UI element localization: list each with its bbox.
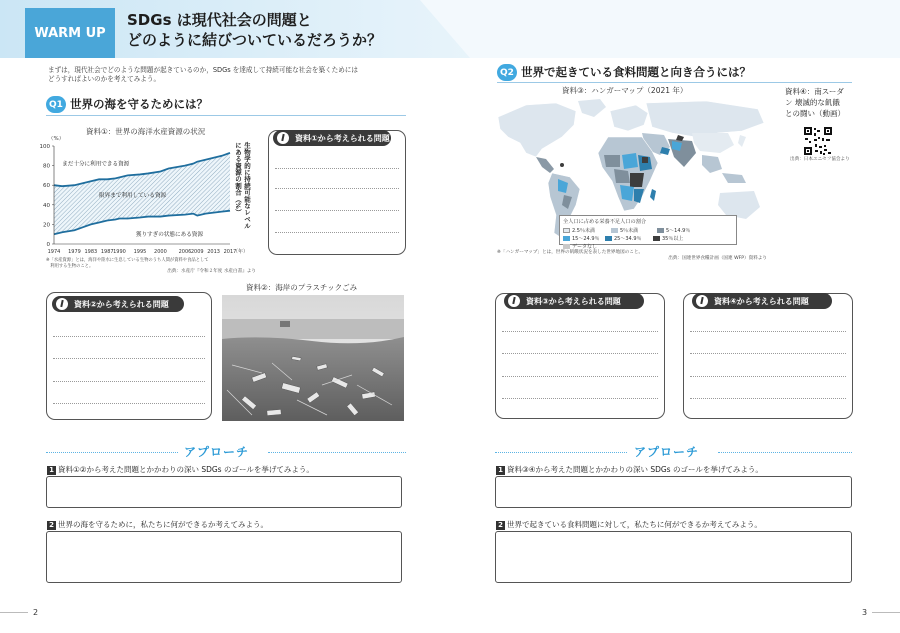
y-tick-label: 20: [43, 222, 50, 229]
map-note: [497, 250, 767, 262]
x-tick-label: 1974: [47, 249, 61, 255]
series-label-underfished: まだ十分に利用できる資源: [62, 161, 130, 168]
video-caption-line3: との闘い（動画）: [785, 109, 845, 118]
legend-item: 5～14.9％: [657, 227, 697, 234]
pencil-icon: [277, 132, 289, 144]
legend-item: 2.5％未満: [563, 227, 605, 234]
video-caption-line2: ン 壊滅的な飢餓: [785, 98, 840, 107]
pencil-icon: [696, 295, 708, 307]
q2-underline: [497, 82, 852, 83]
answer-line[interactable]: [502, 331, 658, 332]
answer-box-left-1[interactable]: [46, 476, 402, 508]
page-title-line2: どのように結びついているだろうか？: [127, 31, 383, 49]
intro-line1: まずは，現代社会でどのような問題が起きているのか，SDGs を達成して持続可能な社会を築くためには: [48, 66, 359, 74]
map-legend-items: [563, 227, 733, 250]
answer-line[interactable]: [275, 210, 399, 211]
legend-item: 25～34.9％: [605, 235, 647, 242]
x-tick-label: 1983: [84, 249, 98, 255]
q1-underline: [46, 115, 406, 116]
y-tick-label: 40: [43, 202, 50, 209]
q1-title: 世界の海を守るためには？: [70, 97, 208, 111]
y-tick-label: 100: [39, 144, 50, 150]
prompt-tab-3: [504, 293, 644, 309]
answer-line[interactable]: [690, 398, 846, 399]
prompt-tab-1-label: 資料①から考えられる問題: [295, 133, 390, 143]
task1-right-text: 資料③④から考えた問題とかかわりの深い SDGs のゴールを挙げてみよう。: [507, 465, 763, 474]
page-number-right: 3: [862, 608, 868, 617]
x-tick-label: 1987: [100, 249, 114, 255]
chart-source: 出典：水産庁『令和２年度 水産白書』より: [167, 269, 256, 275]
prompt-box-2: [46, 292, 212, 420]
task-number: 2: [47, 521, 56, 530]
answer-line[interactable]: [690, 353, 846, 354]
answer-line[interactable]: [275, 188, 399, 189]
map-caption: 資料③：ハンガーマップ（2021 年）: [562, 86, 688, 95]
answer-line[interactable]: [502, 353, 658, 354]
prompt-box-1: [268, 130, 406, 255]
task1-left: [47, 464, 314, 475]
y-tick-label: 80: [43, 163, 50, 170]
x-tick-label: 2000: [154, 249, 167, 255]
task2-left: [47, 519, 268, 530]
pencil-icon: [508, 295, 520, 307]
page-title: [127, 10, 382, 50]
chart-note-line2: 利用する生物のこと。: [46, 263, 94, 269]
prompt-tab-3-label: 資料③から考えられる問題: [526, 296, 621, 306]
chart-note: [46, 258, 256, 275]
legend-item: 35％以上: [653, 235, 693, 242]
answer-line[interactable]: [502, 376, 658, 377]
legend-item: 5％未満: [611, 227, 651, 234]
page-rule: [872, 612, 900, 613]
answer-line[interactable]: [275, 168, 399, 169]
photo-caption: 資料②：海岸のプラスチックごみ: [246, 283, 358, 292]
map-legend-title: 全人口に占める栄養不足人口の割合: [563, 219, 647, 225]
series-label-fully-fished: 限界まで利用している資源: [99, 192, 167, 199]
prompt-box-3: [495, 293, 665, 419]
legend-item: データなし: [563, 243, 603, 250]
x-tick-label: 2017: [223, 249, 237, 255]
prompt-tab-4-label: 資料④から考えられる問題: [714, 296, 809, 306]
task2-right-text: 世界で起きている食料問題に対して，私たちに何ができるか考えてみよう。: [507, 520, 762, 529]
x-tick-label: 2009: [190, 249, 204, 255]
y-axis-label: （%）: [48, 136, 65, 142]
page-title-line1: SDGs は現代社会の問題と: [127, 11, 312, 29]
task-number: 1: [496, 466, 505, 475]
prompt-tab-4: [692, 293, 832, 309]
legend-item: 15～24.9％: [563, 235, 599, 242]
fish-stock-chart: [30, 136, 252, 262]
answer-box-right-2[interactable]: [495, 531, 852, 583]
map-note-text: ※「ハンガーマップ」とは，世界の飢餓状況を表した世界地図のこと。: [497, 250, 644, 255]
answer-line[interactable]: [53, 358, 205, 359]
answer-line[interactable]: [275, 232, 399, 233]
x-tick-label: 1990: [113, 249, 126, 255]
video-caption: [785, 86, 845, 119]
q2-title: 世界で起きている食料問題と向き合うには？: [521, 65, 751, 79]
task2-right: [496, 519, 762, 530]
task1-left-text: 資料①②から考えた問題とかかわりの深い SDGs のゴールを挙げてみよう。: [58, 465, 314, 474]
y-tick-label: 60: [43, 183, 50, 190]
answer-line[interactable]: [53, 403, 205, 404]
answer-box-right-1[interactable]: [495, 476, 852, 508]
pencil-icon: [56, 298, 68, 310]
prompt-box-4: [683, 293, 853, 419]
task-number: 2: [496, 521, 505, 530]
x-axis-label: （年）: [233, 249, 249, 255]
task1-right: [496, 464, 763, 475]
prompt-tab-2-label: 資料②から考えられる問題: [74, 299, 169, 309]
x-tick-label: 1995: [133, 249, 147, 255]
chart-caption: 資料①：世界の海洋水産資源の状況: [86, 127, 206, 136]
approach-divider: [718, 452, 852, 453]
video-source: 出典：日本ユニセフ協会より: [790, 157, 850, 162]
task-number: 1: [47, 466, 56, 475]
answer-line[interactable]: [690, 376, 846, 377]
beach-plastic-photo: [222, 295, 404, 421]
x-tick-label: 2006: [178, 249, 192, 255]
warm-up-tag: WARM UP: [25, 8, 115, 58]
q1-badge: Q1: [46, 96, 66, 113]
approach-divider: [268, 452, 406, 453]
approach-divider: [495, 452, 627, 453]
series-label-overfished: 獲りすぎの状態にある資源: [135, 232, 204, 239]
prompt-tab-2: [52, 296, 184, 312]
qr-code-icon[interactable]: [803, 126, 833, 156]
approach-divider: [46, 452, 178, 453]
approach-title-left: アプローチ: [184, 445, 250, 459]
prompt-tab-1: [273, 130, 391, 146]
answer-line[interactable]: [502, 398, 658, 399]
intro-text: [48, 66, 408, 84]
page-number-left: 2: [33, 608, 39, 617]
answer-line[interactable]: [690, 331, 846, 332]
chart-note-line1: ※「水産資源」とは，海洋や陸水に生息している生物のうち人間が資料や食品として: [46, 258, 209, 263]
approach-title-right: アプローチ: [634, 445, 700, 459]
intro-line2: どうすればよいのかを考えてみよう。: [48, 74, 161, 83]
video-caption-line1: 資料④：南スーダ: [785, 87, 844, 96]
task2-left-text: 世界の海を守るために，私たちに何ができるか考えてみよう。: [58, 520, 268, 529]
map-source: 出典：国連世界食糧計画（国連 WFP）資料より: [668, 255, 767, 261]
chart-side-label: 生物学的に持続可能なレベルにある資源の割合（%）: [234, 142, 251, 230]
x-tick-label: 1979: [68, 249, 81, 255]
answer-box-left-2[interactable]: [46, 531, 402, 583]
map-legend: [559, 215, 737, 250]
answer-line[interactable]: [53, 381, 205, 382]
y-tick-label: 0: [46, 242, 50, 248]
x-tick-label: 2013: [207, 249, 220, 255]
q2-badge: Q2: [497, 64, 517, 81]
answer-line[interactable]: [53, 336, 205, 337]
page-rule: [0, 612, 28, 613]
